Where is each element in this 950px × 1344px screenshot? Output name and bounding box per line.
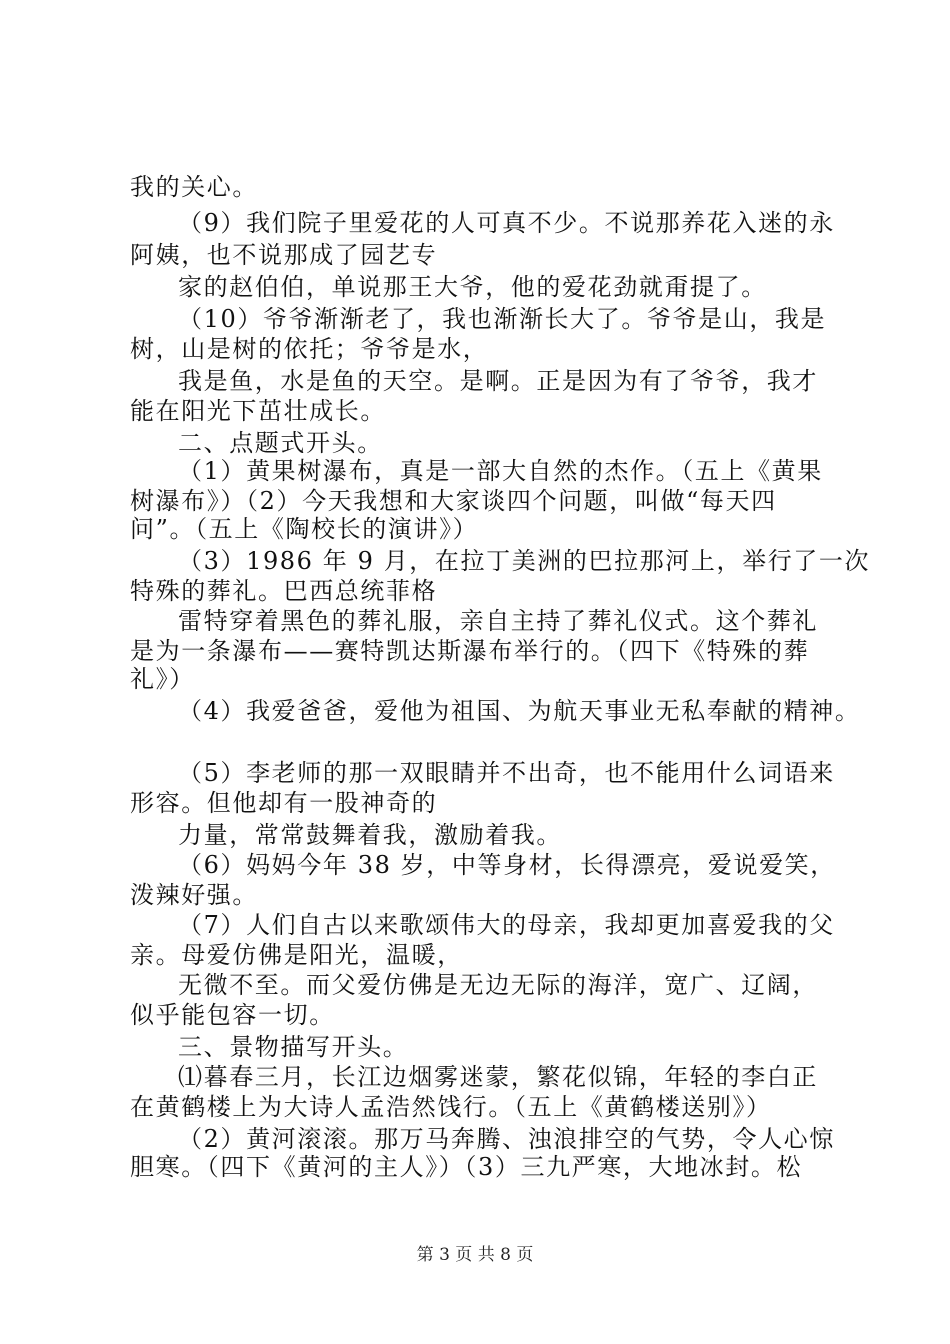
text-line: 亲。母爱仿佛是阳光，温暖， — [130, 941, 463, 969]
text-line: 雷特穿着黑色的葬礼服，亲自主持了葬礼仪式。这个葬礼 — [178, 607, 818, 635]
text-line: 家的赵伯伯，单说那王大爷，他的爱花劲就甭提了。 — [178, 273, 767, 301]
text-line: 胆寒。（四下《黄河的主人》）（3）三九严寒，大地冰封。松 — [130, 1153, 803, 1181]
text-line: 问”。（五上《陶校长的演讲》） — [130, 515, 479, 543]
text-line: （5）李老师的那一双眼睛并不出奇，也不能用什么词语来 — [178, 759, 835, 787]
text-line: 我是鱼，水是鱼的天空。是啊。正是因为有了爷爷，我才 — [178, 367, 818, 395]
page-footer — [0, 1244, 950, 1266]
text-line: 力量，常常鼓舞着我，激励着我。 — [178, 821, 562, 849]
text-line: 是为一条瀑布——赛特凯达斯瀑布举行的。（四下《特殊的葬 — [130, 637, 810, 665]
text-line: （2）黄河滚滚。那万马奔腾、浊浪排空的气势，令人心惊 — [178, 1125, 835, 1153]
text-line: （7）人们自古以来歌颂伟大的母亲，我却更加喜爱我的父 — [178, 911, 835, 939]
text-line: （10）爷爷渐渐老了，我也渐渐长大了。爷爷是山，我是 — [178, 305, 827, 333]
text-line: 形容。但他却有一股神奇的 — [130, 789, 438, 817]
text-line: 二、点题式开头。 — [178, 429, 383, 457]
text-line: 礼》） — [130, 665, 195, 693]
text-line: 特殊的葬礼。巴西总统菲格 — [130, 577, 438, 605]
text-line: 树瀑布》）（2）今天我想和大家谈四个问题，叫做“每天四 — [130, 487, 777, 515]
text-line: ⑴暮春三月，长江边烟雾迷蒙，繁花似锦，年轻的李白正 — [178, 1063, 818, 1091]
text-line: 似乎能包容一切。 — [130, 1001, 335, 1029]
text-line: 在黄鹤楼上为大诗人孟浩然饯行。（五上《黄鹤楼送别》） — [130, 1093, 772, 1121]
text-line: 树，山是树的依托；爷爷是水， — [130, 335, 489, 363]
text-line: 我的关心。 — [130, 173, 258, 201]
text-line: （9）我们院子里爱花的人可真不少。不说那养花入迷的永 — [178, 209, 835, 237]
text-line: （3）1986 年 9 月，在拉丁美洲的巴拉那河上，举行了一次 — [178, 547, 871, 575]
text-line: 无微不至。而父爱仿佛是无边无际的海洋，宽广、辽阔， — [178, 971, 818, 999]
text-line: 阿姨，也不说那成了园艺专 — [130, 241, 438, 269]
text-line: （1）黄果树瀑布，真是一部大自然的杰作。（五上《黄果 — [178, 457, 823, 485]
text-line: （4）我爱爸爸，爱他为祖国、为航天事业无私奉献的精神。 — [178, 697, 861, 725]
text-line: 泼辣好强。 — [130, 881, 258, 909]
text-line: 能在阳光下茁壮成长。 — [130, 397, 386, 425]
text-line: 三、景物描写开头。 — [178, 1033, 409, 1061]
page-number-label: 第 3 页 共 8 页 — [416, 1245, 534, 1265]
text-line: （6）妈妈今年 38 岁，中等身材，长得漂亮，爱说爱笑， — [178, 851, 836, 879]
